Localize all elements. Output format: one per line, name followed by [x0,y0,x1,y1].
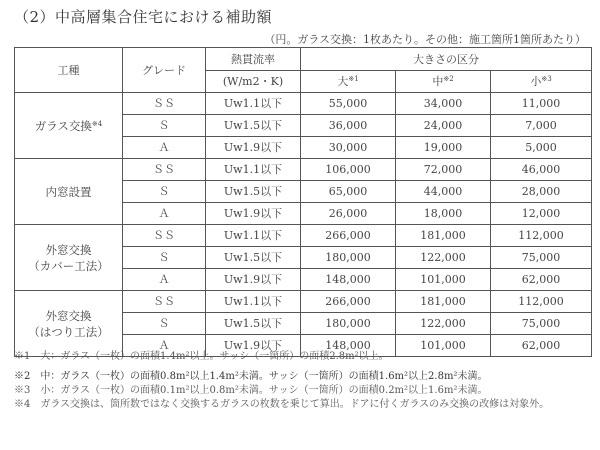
footnote-2: ※2 中：ガラス（一枚）の面積0.8m²以上1.4m²未満。サッシ（一箇所）の面積1.6m²以上2.8m²未満。 [14,371,488,382]
large-amount-cell: 266,000 [301,225,396,247]
u-value-cell: Uw1.5以下 [206,115,301,137]
u-value-cell: Uw1.5以下 [206,181,301,203]
header-large-label: 大 [337,75,349,88]
grade-cell: Ａ [123,137,206,159]
header-thermal: 熱貫流率 [206,48,301,71]
header-work-type: 工種 [15,48,123,93]
medium-amount-cell: 18,000 [396,203,491,225]
grade-cell: Ａ [123,335,206,357]
header-size-group: 大きさの区分 [301,48,592,71]
grade-cell: ＳＳ [123,159,206,181]
small-amount-cell: 46,000 [491,159,592,181]
u-value-cell: Uw1.1以下 [206,291,301,313]
grade-cell: Ｓ [123,115,206,137]
u-value-cell: Uw1.1以下 [206,93,301,115]
work-type-method: （はつり工法） [28,324,109,339]
header-medium-label: 中 [432,75,444,88]
large-amount-cell: 55,000 [301,93,396,115]
grade-cell: ＳＳ [123,291,206,313]
work-type-cell [15,159,123,225]
medium-amount-cell: 72,000 [396,159,491,181]
header-small-mark: ※3 [541,75,552,83]
large-amount-cell: 180,000 [301,247,396,269]
small-amount-cell: 62,000 [491,335,592,357]
header-large [301,71,396,93]
header-thermal-unit: (W/m2・K) [206,71,301,93]
header-small-label: 小 [530,75,542,88]
large-amount-cell: 26,000 [301,203,396,225]
header-medium-mark: ※2 [443,75,454,83]
footnote-4: ※4 ガラス交換は、箇所数ではなく交換するガラスの枚数を乗じて算出。ドアに付くガラスのみ交換の改修は対象外。 [14,399,550,410]
medium-amount-cell: 34,000 [396,93,491,115]
u-value-cell: Uw1.9以下 [206,335,301,357]
large-amount-cell: 180,000 [301,313,396,335]
section-title: （2）中高層集合住宅における補助額 [14,8,273,26]
medium-amount-cell: 122,000 [396,313,491,335]
medium-amount-cell: 181,000 [396,291,491,313]
medium-amount-cell: 24,000 [396,115,491,137]
u-value-cell: Uw1.9以下 [206,203,301,225]
footnote-1: ※1 大：ガラス（一枚）の面積1.4m²以上。サッシ（一箇所）の面積2.8m²以上。 [14,351,389,362]
subsidy-table [14,47,592,357]
unit-note: （円。ガラス交換：1枚あたり。その他：施工箇所1箇所あたり） [264,33,586,46]
small-amount-cell: 112,000 [491,225,592,247]
u-value-cell: Uw1.9以下 [206,137,301,159]
medium-amount-cell: 181,000 [396,225,491,247]
work-type-cell [15,93,123,159]
header-grade: グレード [123,48,206,93]
large-amount-cell: 148,000 [301,269,396,291]
grade-cell: Ｓ [123,181,206,203]
u-value-cell: Uw1.1以下 [206,225,301,247]
grade-cell: ＳＳ [123,225,206,247]
grade-cell: Ａ [123,269,206,291]
small-amount-cell: 62,000 [491,269,592,291]
footnote-3: ※3 小：ガラス（一枚）の面積0.1m²以上0.8m²未満。サッシ（一箇所）の面積0.2m²以上1.6m²未満。 [14,385,488,396]
large-amount-cell: 30,000 [301,137,396,159]
work-type-name: 外窓交換 [45,308,92,323]
work-type-name: 外窓交換 [45,242,92,257]
large-amount-cell: 106,000 [301,159,396,181]
grade-cell: Ｓ [123,247,206,269]
grade-cell: Ｓ [123,313,206,335]
large-amount-cell: 148,000 [301,335,396,357]
footnotes [14,350,549,412]
medium-amount-cell: 44,000 [396,181,491,203]
header-large-mark: ※1 [348,75,359,83]
medium-amount-cell: 122,000 [396,247,491,269]
small-amount-cell: 75,000 [491,313,592,335]
u-value-cell: Uw1.9以下 [206,269,301,291]
table-row [15,93,592,115]
work-type-cell [15,291,123,357]
table-row [15,159,592,181]
large-amount-cell: 65,000 [301,181,396,203]
header-small [491,71,592,93]
work-type-cell [15,225,123,291]
medium-amount-cell: 101,000 [396,335,491,357]
work-type-method: （カバー工法） [28,258,109,273]
table-row [15,225,592,247]
large-amount-cell: 266,000 [301,291,396,313]
large-amount-cell: 36,000 [301,115,396,137]
u-value-cell: Uw1.1以下 [206,159,301,181]
small-amount-cell: 28,000 [491,181,592,203]
small-amount-cell: 5,000 [491,137,592,159]
work-type-name: ガラス交換 [34,118,92,133]
u-value-cell: Uw1.5以下 [206,313,301,335]
medium-amount-cell: 19,000 [396,137,491,159]
grade-cell: ＳＳ [123,93,206,115]
small-amount-cell: 75,000 [491,247,592,269]
small-amount-cell: 112,000 [491,291,592,313]
small-amount-cell: 11,000 [491,93,592,115]
small-amount-cell: 12,000 [491,203,592,225]
header-medium [396,71,491,93]
grade-cell: Ａ [123,203,206,225]
table-row [15,291,592,313]
work-type-mark: ※4 [91,119,103,128]
work-type-name: 内窓設置 [45,184,92,199]
u-value-cell: Uw1.5以下 [206,247,301,269]
small-amount-cell: 7,000 [491,115,592,137]
medium-amount-cell: 101,000 [396,269,491,291]
